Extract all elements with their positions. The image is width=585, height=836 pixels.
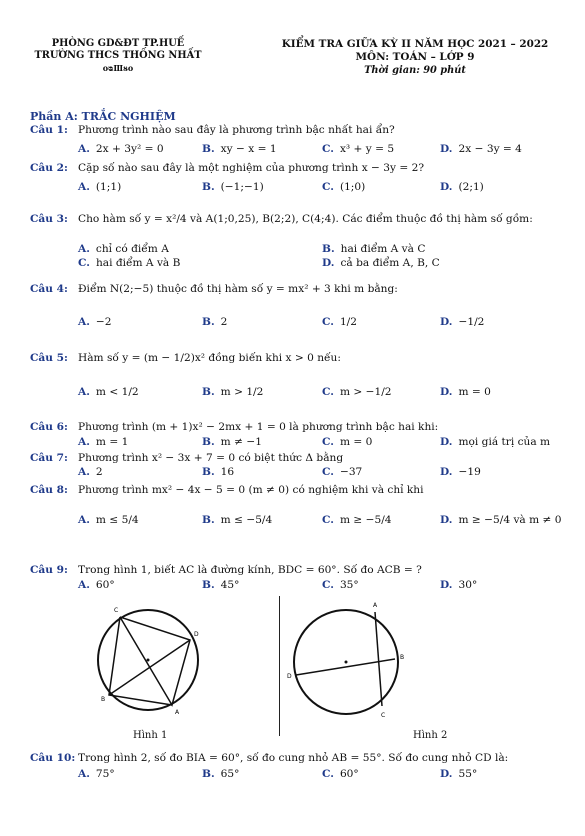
option-a: A. 60° <box>78 579 115 591</box>
figure-1-chord <box>109 640 190 695</box>
question-text: Phương trình nào sau đây là phương trình bậc nhất hai ẩn? <box>78 124 395 136</box>
figure-2-circle-diagram <box>284 596 424 726</box>
option-c: C. hai điểm A và B <box>78 257 181 269</box>
figure-1-label-c: C <box>114 607 119 614</box>
school-header <box>28 38 208 74</box>
question-label: Câu 4: <box>30 283 68 295</box>
option-a: A. m ≤ 5/4 <box>78 514 139 526</box>
question-text: Trong hình 1, biết AC là đường kính, BDC = 60°. Số đo ACB = ? <box>78 564 422 576</box>
question-text: Trong hình 2, số đo BIA = 60°, số đo cung nhỏ AB = 55°. Số đo cung nhỏ CD là: <box>78 752 509 764</box>
school-name: TRƯỜNG THCS THỐNG NHẤT <box>34 50 202 61</box>
question-label: Câu 1: <box>30 124 68 136</box>
figure-1-label-b: B <box>101 696 106 703</box>
option-d: D. m = 0 <box>440 386 491 398</box>
option-d: D. 55° <box>440 768 478 780</box>
figure-1-caption: Hình 1 <box>133 730 168 741</box>
option-c: C. x³ + y = 5 <box>322 143 395 155</box>
question-text: Hàm số y = (m − 1/2)x² đồng biến khi x > 0 nếu: <box>78 352 341 364</box>
question-label: Câu 5: <box>30 352 68 364</box>
figure-1-lines-a <box>120 617 190 705</box>
question-label: Câu 9: <box>30 564 68 576</box>
header-ornament: ᴏᴓⅢᴕᴏ <box>102 63 134 73</box>
question-label: Câu 3: <box>30 213 68 225</box>
exam-subject: MÔN: TOÁN – LỚP 9 <box>355 51 475 63</box>
figure-2-label-c: C <box>381 712 386 719</box>
question-text: Cho hàm số y = x²/4 và A(1;0,25), B(2;2), C(4;4). Các điểm thuộc đồ thị hàm số gồm: <box>78 213 533 225</box>
option-a: A. m < 1/2 <box>78 386 139 398</box>
option-b: B. m ≠ −1 <box>202 436 262 448</box>
question-label: Câu 6: <box>30 421 68 433</box>
section-title: Phần A: TRẮC NGHIỆM <box>30 110 176 123</box>
question-label: Câu 2: <box>30 162 68 174</box>
question-text: Cặp số nào sau đây là một nghiệm của phương trình x − 3y = 2? <box>78 162 425 174</box>
figure-1-circle-diagram <box>80 596 220 726</box>
exam-time: Thời gian: 90 phút <box>364 65 466 76</box>
figure-2-caption: Hình 2 <box>413 730 448 741</box>
question-text: Phương trình (m + 1)x² − 2mx + 1 = 0 là phương trình bậc hai khi: <box>78 421 439 433</box>
option-b: B. (−1;−1) <box>202 181 264 193</box>
figure-divider <box>279 596 280 736</box>
option-c: C. (1;0) <box>322 181 366 193</box>
option-b: B. m > 1/2 <box>202 386 264 398</box>
option-c: C. m = 0 <box>322 436 373 448</box>
option-a: A. 75° <box>78 768 115 780</box>
exam-header <box>270 38 560 77</box>
option-a: A. m = 1 <box>78 436 129 448</box>
option-b: B. hai điểm A và C <box>322 243 426 255</box>
option-d: D. 2x − 3y = 4 <box>440 143 522 155</box>
option-d: D. mọi giá trị của m <box>440 436 551 448</box>
option-d: D. −1/2 <box>440 316 485 328</box>
figure-2-center <box>345 661 348 664</box>
question-label: Câu 7: <box>30 452 68 464</box>
option-c: C. 60° <box>322 768 359 780</box>
figure-1-center <box>147 659 150 662</box>
option-b: B. 45° <box>202 579 240 591</box>
exam-title: KIỂM TRA GIỮA KỲ II NĂM HỌC 2021 – 2022 <box>281 38 549 50</box>
option-b: B. 16 <box>202 466 235 478</box>
figure-2-label-b: B <box>400 654 405 661</box>
option-a: A. 2 <box>78 466 103 478</box>
option-c: C. m ≥ −5/4 <box>322 514 392 526</box>
figure-1-label-a: A <box>175 709 180 716</box>
option-d: D. 30° <box>440 579 478 591</box>
option-a: A. (1;1) <box>78 181 122 193</box>
figure-2-label-d: D <box>287 673 292 680</box>
question-text: Phương trình x² − 3x + 7 = 0 có biệt thức Δ bằng <box>78 452 344 464</box>
question-label: Câu 8: <box>30 484 68 496</box>
option-a: A. chỉ có điểm A <box>78 243 169 255</box>
option-c: C. m > −1/2 <box>322 386 392 398</box>
option-a: A. −2 <box>78 316 112 328</box>
question-text: Điểm N(2;−5) thuộc đồ thị hàm số y = mx² + 3 khi m bằng: <box>78 283 398 295</box>
question-text: Phương trình mx² − 4x − 5 = 0 (m ≠ 0) có nghiệm khi và chỉ khi <box>78 484 424 496</box>
figure-2-chord-ac <box>375 612 382 706</box>
question-label: Câu 10: <box>30 752 76 764</box>
option-d: D. cả ba điểm A, B, C <box>322 257 440 269</box>
option-c: C. −37 <box>322 466 363 478</box>
option-c: C. 35° <box>322 579 359 591</box>
option-d: D. m ≥ −5/4 và m ≠ 0 <box>440 514 562 526</box>
option-c: C. 1/2 <box>322 316 357 328</box>
option-b: B. xy − x = 1 <box>202 143 277 155</box>
option-d: D. −19 <box>440 466 481 478</box>
option-a: A. 2x + 3y² = 0 <box>78 143 164 155</box>
figure-1-label-d: D <box>194 631 199 638</box>
option-b: B. 65° <box>202 768 240 780</box>
option-b: B. 2 <box>202 316 228 328</box>
option-d: D. (2;1) <box>440 181 484 193</box>
figure-2-label-a: A <box>373 602 378 609</box>
dept-name: PHÒNG GD&ĐT TP.HUẾ <box>51 38 185 49</box>
option-b: B. m ≤ −5/4 <box>202 514 273 526</box>
